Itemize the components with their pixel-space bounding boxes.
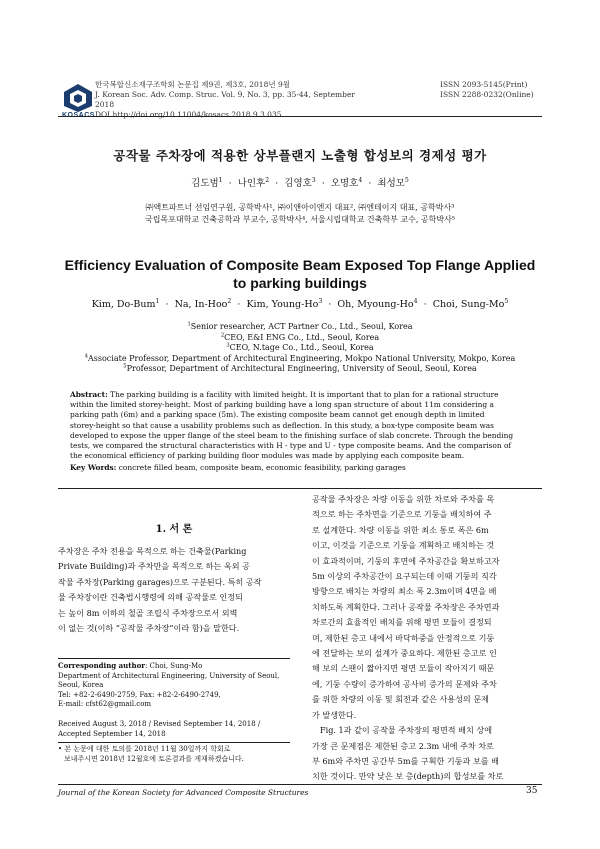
text-line: 이 효과적이며, 기둥의 후면에 주차공간을 확보하고자 [312,555,500,566]
title-en-line: to parking buildings [233,275,367,291]
author-ko: 나인후$^2$ [237,176,270,189]
keywords-label: Key Words: [70,463,117,473]
abstract-line: Abstract: The parking building is a facility with limited height. It is important that to plan for a rational structure [70,390,499,399]
text-line: Fig. 1과 같이 공작물 주차장의 평면적 배치 상에 [320,725,493,736]
text-line: 로 설계한다. 차량 이동을 위한 최소 통로 폭은 6m [312,524,489,535]
logo-text: KOSACS [62,112,95,119]
text-line: 적으로 하는 주차면을 기준으로 기둥을 배치하여 주 [312,509,492,520]
affiliation-ko-line: ㈜액트파트너 선임연구원, 공학박사¹, ㈜이앤아이엔지 대표², ㈜엔테이지 대표, 공학박사³ [145,203,455,212]
header-rule [58,116,542,117]
doi: DOI http://doi.org/10.11004/kosacs.2018.9.3.035 [95,110,282,119]
affiliation-en-line: $^1$Senior researcher, ACT Partner Co., Ltd., Seoul, Korea [187,321,413,331]
title-en-line: Efficiency Evaluation of Composite Beam Exposed Top Flange Applied [64,257,536,273]
authors-en: Kim, Do-Bum$^1$ · Na, In-Hoo$^2$ · Kim, Young-Ho$^3$ · Oh, Myoung-Ho$^4$ · Choi, Sung-Mo$^5$ [91,297,509,310]
affiliation-ko-line: 국립목포대학교 건축공학과 부교수, 공학박사⁴, 서울시립대학교 건축학부 교수, 공학박사⁵ [144,215,456,224]
author-ko: 김도범$^1$ [191,176,223,189]
note-line: 보내주시면 2018년 12월호에 토론결과를 게재하겠습니다. [64,754,244,763]
text-line: 치한 것이다. 만약 낮은 보 층(depth)의 합성보를 차로 [312,771,504,782]
journal-name-en: J. Korean Soc. Adv. Comp. Struc. Vol. 9, No. 3, pp. 35-44, September 2018 [95,90,355,109]
footer-rule [58,784,542,785]
discussion-note [58,745,298,764]
text-line: Private Building)과 주차만을 목적으로 하는 옥외 공 [58,561,250,572]
authors-ko: 김도범$^1$ · 나인후$^2$ · 김영호$^3$ · 오명호$^4$ · 최성모$^5$ [191,176,409,189]
kosacs-logo-icon [58,82,98,112]
footer-journal: Journal of the Korean Society for Advanced Composite Structures [58,788,309,797]
abstract-line: within the limited storey-height. Most of parking building have a long span structure of about 11m considering a [70,400,494,410]
author-en: Na, In-Hoo$^2$ [174,297,232,310]
abstract-line: tests, we compared the structural characteristics with H - type and U - type composite beams. And the comparison of [70,441,512,451]
corresponding-email: E-mail: cfst62@gmail.com [58,700,152,709]
note-line: • 본 논문에 대한 토의를 2018년 11월 30일까지 학회로 [58,745,231,753]
right-column-text [312,492,544,785]
received-line: Received August 3, 2018 / Revised September 14, 2018 / [58,720,261,728]
text-line: 이고, 이것을 기준으로 기둥을 계획하고 배치하는 것 [312,540,495,551]
received-dates [58,720,290,739]
abstract-line: parking path (6m) and a parking space (5m). The existing composite beam cannot get enough depth in limited [70,410,485,420]
corresponding-label: Corresponding author [58,661,145,670]
corresponding-name: : Choi, Sung-Mo [144,662,203,670]
author-ko: 최성모$^5$ [377,176,409,189]
text-line: 며, 제한된 층고 내에서 바닥하중을 안정적으로 기둥 [312,632,495,643]
left-column-text [58,544,290,636]
section-heading: 1. 서 론 [155,524,193,535]
affiliations-ko [40,202,560,226]
journal-name-ko: 한국복합신소재구조학회 논문집 제9권, 제3호, 2018년 9월 [95,80,290,89]
affiliation-en-line: $^5$Professor, Department of Architectural Engineering, University of Seoul, Seoul, Korea [123,363,477,373]
text-line: 이 없는 것(이하 “공작물 주차장”이라 함)을 말한다. [58,623,240,634]
corresponding-line: Department of Architectural Engineering, University of Seoul, [58,671,280,680]
author-ko: 오명호$^4$ [330,176,363,189]
abstract-line: storey-height so that cause a usability problems such as deflection. In this study, a box-type composite beam was [70,420,494,430]
text-line: 공작물 주차장은 차량 이동을 위한 차로와 주차를 목 [312,494,495,504]
affiliations-en [40,322,560,375]
text-line: 가장 큰 문제점은 제한된 층고 2.3m 내에 주차 차로 [312,740,494,751]
corresponding-line: Seoul, Korea [58,681,104,690]
received-line: Accepted September 14, 2018 [58,729,166,738]
text-line: 부 6m와 주차면 공간부 5m를 구획한 기둥과 보를 배 [312,755,499,766]
footnote-rule [58,658,290,659]
text-line: 주차장은 주차 전용을 목적으로 하는 건축물(Parking [58,546,247,556]
abstract-rule [58,488,542,489]
title-ko: 공작물 주차장에 적용한 상부플랜지 노출형 합성보의 경제성 평가 [113,148,487,163]
note-rule [58,742,290,743]
affiliation-en-line: $^2$CEO, E&I ENG Co., Ltd., Seoul, Korea [220,331,380,342]
corresponding-line: Tel: +82-2-6490-2759, Fax: +82-2-6490-2749, [58,690,221,699]
issn-print: ISSN 2093-5145(Print) [440,80,528,89]
affiliation-en-line: $^4$Associate Professor, Department of Architectural Engineering, Mokpo National University, Mokpo, Korea [84,352,516,363]
issn-online: ISSN 2288-0232(Online) [440,90,534,99]
text-line: 5m 이상의 주차공간이 요구되는데 이때 기둥의 직각 [312,571,497,582]
author-ko: 김영호$^3$ [284,176,316,189]
text-line: 는 높이 8m 이하의 철골 조립식 주차장으로서 외벽 [58,607,238,618]
abstract-label: Abstract: [70,390,108,399]
affiliation-en-line: $^3$CEO, N.tage Co., Ltd., Seoul, Korea [226,342,374,352]
text-line: 방향으로 배치는 차량의 최소 폭 2.3m이며 4면을 배 [312,586,497,597]
text-line: 에 전달하는 보의 설계가 중요하다. 제한된 층고로 인 [312,648,497,659]
abstract [70,390,532,474]
text-line: 에, 기둥 수량이 증가하여 공사비 증가의 문제와 주차 [312,678,497,689]
text-line: 작물 주차장(Parking garages)으로 구분된다. 특히 공작 [58,576,262,587]
text-line: 치하도록 계획한다. 그러나 공작물 주차장은 주차면과 [312,601,500,612]
corresponding-author [58,661,290,710]
abstract-line: the economical efficiency of parking building floor modules was made by applying each composite beam. [70,451,465,461]
text-line: 가 발생한다. [312,709,357,720]
text-line: 를 위한 차량의 이동 및 회전과 같은 사용성의 문제 [312,694,489,705]
abstract-line: developed to expose the upper flange of the steel beam to the finishing surface of slab concrete. Through the bending [70,430,514,440]
keywords: Key Words: concrete filled beam, composite beam, economic feasibility, parking garages [70,463,406,473]
author-en: Choi, Sung-Mo$^5$ [432,297,509,310]
text-line: 차로간의 효율적인 배치를 위해 평면 모듈이 결정되 [312,617,492,628]
author-en: Kim, Young-Ho$^3$ [246,297,323,310]
title-en [40,256,560,292]
text-line: 해 보의 스팬이 짧아지면 평면 모듈이 작아지기 때문 [312,663,495,674]
author-en: Oh, Myoung-Ho$^4$ [337,297,418,310]
issn-block [440,80,560,100]
author-en: Kim, Do-Bum$^1$ [91,297,160,310]
journal-info [95,80,375,120]
text-line: 물 주차장이란 건축법시행령에 의해 공작물로 인정되 [58,592,243,603]
page-number: 35 [526,786,538,796]
